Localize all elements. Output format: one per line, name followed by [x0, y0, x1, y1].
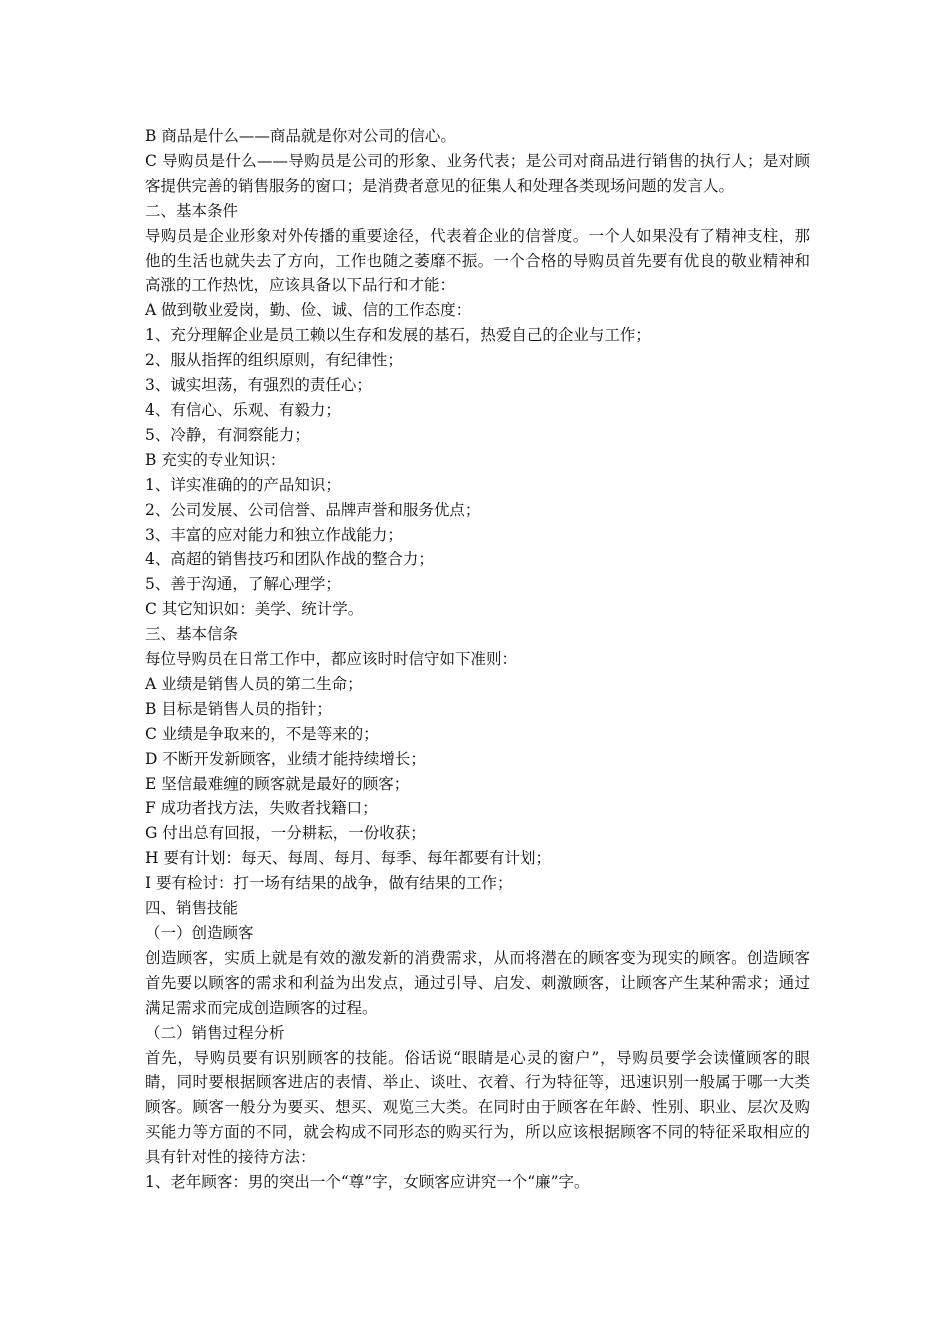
- subsection-heading-sales-process: （二）销售过程分析: [145, 1023, 285, 1042]
- list-item: E 坚信最难缠的顾客就是最好的顾客；: [145, 774, 410, 793]
- list-item: 4、高超的销售技巧和团队作战的整合力；: [145, 550, 434, 569]
- list-item: 1、老年顾客：男的突出一个“尊”字，女顾客应讲究一个“廉”字。: [145, 1173, 590, 1192]
- paragraph-create-customers: 创造顾客，实质上就是有效的激发新的消费需求，从而将潜在的顾客变为现实的顾客。创造顾客首先要以顾客的需求和利益为出发点，通过引导、启发、刺激顾客，让顾客产生某种需求；通过满足需求而完成创造顾客的过程。: [145, 948, 810, 1017]
- list-item: 3、丰富的应对能力和独立作战能力；: [145, 525, 403, 544]
- paragraph-sales-process: 首先，导购员要有识别顾客的技能。俗话说“眼睛是心灵的窗户”，导购员要学会读懂顾客的眼睛，同时要根据顾客进店的表情、举止、谈吐、衣着、行为特征等，迅速识别一般属于哪一大类顾客。顾客一般分为要买、想买、观览三大类。在同时由于顾客在年龄、性别、职业、层次及购买能力等方面的不同，就会构成不同形态的购买行为，所以应该根据顾客不同的特征采取相应的具有针对性的接待方法：: [145, 1048, 810, 1167]
- list-heading-other-knowledge: C 其它知识如：美学、统计学。: [145, 600, 364, 619]
- list-item: 2、公司发展、公司信誉、品牌声誉和服务优点；: [145, 500, 481, 519]
- list-item: 5、善于沟通，了解心理学；: [145, 575, 341, 594]
- list-item: 1、详实准确的的产品知识；: [145, 475, 341, 494]
- list-item: H 要有计划：每天、每周、每月、每季、每年都要有计划；: [145, 849, 551, 868]
- list-heading-knowledge: B 充实的专业知识：: [145, 450, 286, 469]
- list-item: 1、充分理解企业是员工赖以生存和发展的基石，热爱自己的企业与工作；: [145, 326, 651, 345]
- paragraph-basic-conditions-intro: 导购员是企业形象对外传播的重要途径，代表着企业的信誉度。一个人如果没有了精神支柱，那他的生活也就失去了方向，工作也随之萎靡不振。一个合格的导购员首先要有优良的敬业精神和高涨的工作热忱，应该具备以下品行和才能：: [145, 226, 810, 295]
- paragraph-creed-intro: 每位导购员在日常工作中，都应该时时信守如下准则：: [145, 650, 518, 669]
- section-heading-basic-conditions: 二、基本条件: [145, 201, 239, 220]
- list-item: 5、冷静，有洞察能力；: [145, 425, 310, 444]
- paragraph-product-definition: B 商品是什么——商品就是你对公司的信心。: [145, 127, 456, 145]
- list-item: I 要有检讨：打一场有结果的战争，做有结果的工作；: [145, 874, 513, 893]
- subsection-heading-create-customers: （一）创造顾客: [145, 924, 254, 942]
- list-item: F 成功者找方法，失败者找籍口；: [145, 799, 378, 818]
- list-item: 3、诚实坦荡，有强烈的责任心；: [145, 376, 372, 395]
- list-item: D 不断开发新顾客，业绩才能持续增长；: [145, 749, 426, 768]
- list-item: G 付出总有回报，一分耕耘，一份收获；: [145, 824, 426, 843]
- list-item: C 业绩是争取来的，不是等来的；: [145, 724, 379, 743]
- list-heading-attitude: A 做到敬业爱岗，勤、俭、诚、信的工作态度：: [145, 301, 472, 320]
- list-item: 2、服从指挥的组织原则，有纪律性；: [145, 351, 403, 370]
- section-heading-sales-skills: 四、销售技能: [145, 899, 239, 918]
- section-heading-basic-creed: 三、基本信条: [145, 625, 239, 644]
- document-page: [145, 124, 810, 1195]
- paragraph-guide-definition: C 导购员是什么——导购员是公司的形象、业务代表；是公司对商品进行销售的执行人；是对顾客提供完善的销售服务的窗口；是消费者意见的征集人和处理各类现场问题的发言人。: [145, 151, 810, 195]
- list-item: A 业绩是销售人员的第二生命；: [145, 674, 363, 693]
- list-item: B 目标是销售人员的指针；: [145, 699, 332, 718]
- list-item: 4、有信心、乐观、有毅力；: [145, 400, 341, 419]
